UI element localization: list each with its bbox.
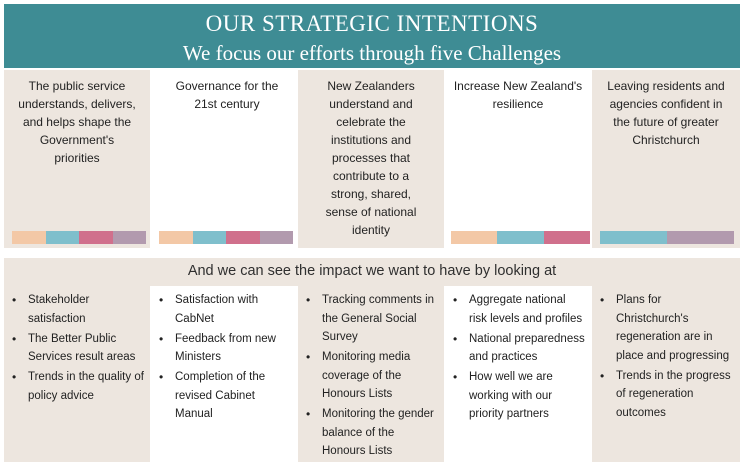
challenge-2: [151, 70, 297, 248]
page-title: OUR STRATEGIC INTENTIONS: [205, 11, 539, 36]
bar-mauve: [260, 231, 294, 244]
challenge-1: [4, 70, 150, 248]
list-item: • National preparedness and practices: [451, 330, 585, 367]
impact-column-2: [151, 286, 297, 462]
challenge-2-color-bar: [159, 231, 293, 244]
challenge-5-text: Leaving residents and agencies confident in the future of greater Christchurch: [607, 79, 725, 147]
challenge-5: [592, 70, 740, 248]
challenge-3: [298, 70, 444, 248]
impact-column-1: [4, 286, 150, 462]
bar-peach: [451, 231, 497, 244]
list-item: • Completion of the revised Cabinet Manual: [157, 368, 291, 424]
bar-pink: [544, 231, 590, 244]
challenge-4-text: Increase New Zealand's resilience: [453, 79, 583, 111]
impact-heading: And we can see the impact we want to have by looking at: [4, 258, 740, 286]
challenge-4-color-bar: [451, 231, 590, 244]
impact-column-5: [592, 286, 740, 462]
list-item: • Aggregate national risk levels and profiles: [451, 291, 585, 328]
challenge-1-text: The public service understands, delivers, and helps shape the Government's priorities: [18, 79, 136, 165]
list-item: • Plans for Christchurch's regeneration are in place and progressing: [598, 291, 734, 365]
impact-column-4: [445, 286, 591, 462]
impact-column-3: [298, 286, 444, 462]
list-item: • Monitoring media coverage of the Honours Lists: [304, 348, 438, 404]
list-item: • Feedback from new Ministers: [157, 330, 291, 367]
list-item: • Tracking comments in the General Social Survey: [304, 291, 438, 347]
bar-aqua: [497, 231, 543, 244]
page-subtitle: We focus our efforts through five Challenges: [182, 41, 562, 65]
challenge-2-text: Governance for the 21st century: [175, 79, 279, 111]
challenge-3-text: New Zealanders understand and celebrate the institutions and processes that contribute to a strong, shared, sense of national identity: [325, 79, 417, 237]
bar-mauve: [113, 231, 147, 244]
list-item: • Trends in the quality of policy advice: [10, 368, 144, 405]
bar-mauve: [667, 231, 734, 244]
challenge-4: [445, 70, 591, 248]
bar-aqua: [193, 231, 227, 244]
list-item: • How well we are working with our priority partners: [451, 368, 585, 424]
challenge-1-color-bar: [12, 231, 146, 244]
list-item: • Trends in the progress of regeneration outcomes: [598, 367, 734, 423]
bar-pink: [226, 231, 260, 244]
bar-aqua: [600, 231, 667, 244]
bar-peach: [12, 231, 46, 244]
list-item: • Satisfaction with CabNet: [157, 291, 291, 328]
list-item: • Stakeholder satisfaction: [10, 291, 144, 328]
bar-peach: [159, 231, 193, 244]
challenge-5-color-bar: [600, 231, 734, 244]
bar-aqua: [46, 231, 80, 244]
list-item: • The Better Public Services result areas: [10, 330, 144, 367]
list-item: • Monitoring the gender balance of the Honours Lists: [304, 405, 438, 461]
header-banner: [4, 4, 740, 68]
bar-pink: [79, 231, 113, 244]
